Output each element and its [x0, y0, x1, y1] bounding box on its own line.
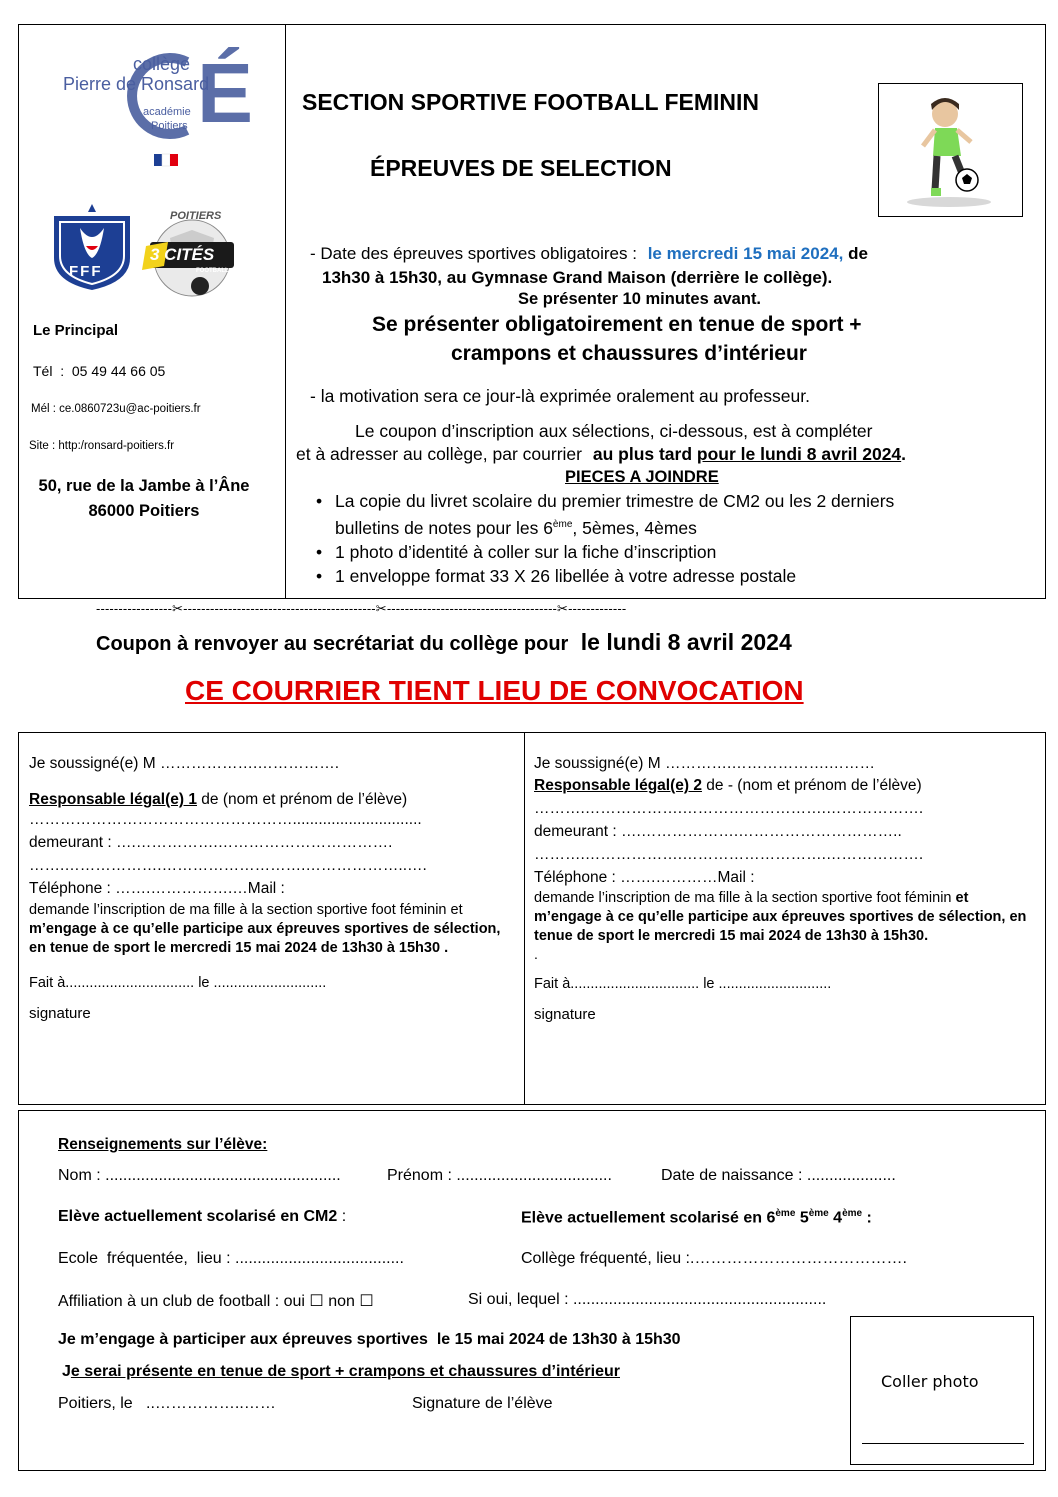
responsables-divider: [524, 732, 525, 1105]
college-name-line2: Pierre de Ronsard: [63, 74, 210, 94]
cites-top-text: POITIERS: [170, 210, 222, 222]
cites-logo: [140, 208, 240, 300]
pieces-item-1-sup: ème: [552, 519, 573, 530]
resp2-label-line: [534, 777, 1034, 795]
resp2-label-rest: de - (nom et prénom de l’élève): [701, 777, 922, 794]
resp1-demande-block: [29, 901, 513, 958]
cites-bottom-text: FOOTBALL: [196, 268, 229, 274]
coupon-instr-line2: et à adresser au collège, par courrier au plus tard pour le lundi 8 avril 2024.: [296, 444, 907, 464]
page-title: SECTION SPORTIVE FOOTBALL FEMININ: [302, 89, 760, 115]
resp2-fait: Fait à................................ le ............................: [534, 976, 832, 992]
resp1-dots2: …….……………….……………………….………………..….: [29, 857, 427, 874]
cites-mid-text: 3 CITÉS: [150, 245, 215, 264]
photo-box: [850, 1316, 1034, 1465]
resp2-engage: et m’engage à ce qu’elle participe aux épreuves sportives de sélection, en tenue de sport le mercredi 15 mai 2024 de 13h30 à 15h30.: [534, 890, 1027, 944]
eleve-college-lieu: Collège fréquenté, lieu :.………………………………….: [521, 1250, 907, 1267]
resp2-demande: demande l’inscription de ma fille à la section sportive foot féminin: [534, 890, 952, 906]
soccer-player-icon: [879, 84, 1022, 216]
resp1-demande: demande l’inscription de ma fille à la section sportive foot féminin et: [29, 902, 463, 918]
coupon-instr-line1: Le coupon d’inscription aux sélections, ci-dessous, est à compléter: [355, 421, 873, 441]
resp1-label: Responsable légal(e) 1: [29, 791, 197, 808]
resp2-label: Responsable légal(e) 2: [534, 777, 702, 794]
convocation-banner: CE COURRIER TIENT LIEU DE CONVOCATION: [185, 675, 804, 706]
address-line1: 50, rue de la Jambe à l’Âne: [38, 477, 250, 495]
player-image-frame: [878, 83, 1023, 217]
coupon-instr-c: pour le lundi 8 avril 2024: [696, 444, 902, 464]
eleve-poitiers: Poitiers, le ..……………..……: [58, 1395, 276, 1412]
eleve-si-oui: Si oui, lequel : .........................................................: [468, 1291, 827, 1308]
coupon-heading: [96, 629, 792, 656]
resp2-dot: .: [534, 946, 538, 962]
eleve-college-a: Elève actuellement scolarisé en 6: [521, 1209, 776, 1227]
tenue-line1: Se présenter obligatoirement en tenue de sport +: [372, 313, 862, 336]
eleve-cm2-colon: :: [337, 1208, 347, 1225]
arrive-line: Se présenter 10 minutes avant.: [518, 290, 762, 308]
contact-site: Site : http:/ronsard-poitiers.fr: [29, 440, 175, 452]
principal-label: Le Principal: [33, 322, 119, 339]
coupon-heading-a: Coupon à renvoyer au secrétariat du collège pour: [96, 633, 569, 655]
resp1-fait: Fait à................................ le ............................: [29, 975, 327, 991]
eleve-tenue: [62, 1363, 620, 1381]
academie-line1: académie: [143, 106, 191, 118]
eleve-cm2: [58, 1208, 346, 1226]
date-value: le mercredi 15 mai 2024,: [647, 244, 844, 263]
eleve-tenue-j: J: [62, 1363, 71, 1380]
contact-tel: Tél : 05 49 44 66 05: [33, 363, 166, 379]
resp1-label-line: [29, 791, 513, 809]
fff-text: FFF: [69, 263, 103, 280]
date-prefix: - Date des épreuves sportives obligatoires :: [310, 244, 637, 263]
eleve-college-b: 5: [795, 1209, 809, 1227]
tenue-line2: crampons et chaussures d’intérieur: [451, 342, 807, 365]
eleve-college-sup1: ème: [775, 1208, 796, 1219]
resp1-signature: signature: [29, 1005, 91, 1022]
eleve-college-d: :: [862, 1209, 872, 1227]
resp1-soussigne: Je soussigné(e) M ……………….…………….: [29, 755, 340, 772]
cut-line: -----------------✂-------------------------------------------✂--------------------------------------✂-------------: [96, 601, 627, 616]
resp2-soussigne: Je soussigné(e) M ………….……………….………: [534, 755, 876, 772]
date-suffix: de: [848, 244, 868, 263]
resp2-signature: signature: [534, 1006, 596, 1023]
contact-mel: Mél : ce.0860723u@ac-poitiers.fr: [31, 403, 201, 415]
pieces-item-1-cont-b: , 5èmes, 4èmes: [572, 517, 697, 538]
eleve-college-level: [521, 1208, 872, 1227]
eleve-cm2-label: Elève actuellement scolarisé en CM2: [58, 1208, 338, 1225]
resp1-block: [29, 755, 513, 1022]
eleve-engage: Je m’engage à participer aux épreuves sportives le 15 mai 2024 de 13h30 à 15h30: [58, 1331, 681, 1348]
resp1-telephone: Téléphone : …….…………….…Mail :: [29, 880, 285, 897]
svg-text:É: É: [197, 46, 250, 140]
pieces-item-1: • La copie du livret scolaire du premier trimestre de CM2 ou les 2 derniers bulletins de notes pour les 6ème, 5èmes, 4èmes: [316, 491, 895, 538]
photo-line: [862, 1443, 1024, 1444]
eleve-ecole: Ecole fréquentée, lieu : ......................................: [58, 1250, 404, 1267]
resp2-demande-block: [534, 889, 1034, 946]
pieces-title: PIECES A JOINDRE: [565, 468, 719, 486]
eleve-college-sup3: ème: [842, 1208, 863, 1219]
resp2-dots1: ……….……………….……………………….……………….: [534, 800, 924, 817]
eleve-prenom: Prénom : ...................................: [387, 1167, 612, 1184]
eleve-signature: Signature de l’élève: [412, 1395, 553, 1412]
resp1-demeurant: demeurant : ….…………….…………………………….: [29, 834, 393, 851]
coupon-instr-b: au plus tard: [592, 444, 693, 464]
eleve-title: Renseignements sur l’élève:: [58, 1136, 268, 1153]
resp2-demeurant: demeurant : ….……………….…………………………..: [534, 823, 902, 840]
page-subtitle: ÉPREUVES DE SELECTION: [370, 155, 672, 181]
pieces-item-2: • 1 photo d’identité à coller sur la fiche d’inscription: [316, 541, 717, 562]
coupon-instr-a: et à adresser au collège, par courrier: [296, 444, 582, 464]
address-line2: 86000 Poitiers: [88, 502, 200, 520]
college-name-line1: collège: [133, 54, 191, 74]
pieces-list: [316, 490, 1016, 588]
college-logo: [55, 22, 250, 182]
motivation-line: - la motivation sera ce jour-là exprimée oralement au professeur.: [310, 386, 810, 406]
fff-logo: [50, 202, 134, 292]
pieces-item-3: • 1 enveloppe format 33 X 26 libellée à votre adresse postale: [316, 565, 797, 586]
eleve-college-c: 4: [828, 1209, 843, 1227]
resp2-block: [534, 755, 1034, 1023]
eleve-college-sup2: ème: [808, 1208, 829, 1219]
resp1-engage: m’engage à ce qu’elle participe aux épreuves sportives de sélection, en tenue de sport le mercredi 15 mai 2024 de 13h30 à 15h30 .: [29, 921, 501, 956]
pieces-item-1-cont-a: bulletins de notes pour les 6: [335, 517, 553, 538]
college-e-logo-icon: [55, 22, 250, 182]
eleve-nom: Nom : .....................................................: [58, 1167, 341, 1184]
photo-label: Coller photo: [881, 1372, 979, 1391]
coupon-heading-b: le lundi 8 avril 2024: [580, 629, 792, 655]
resp2-dots2: ……….……………….……………………….……………….: [534, 846, 924, 863]
time-place-line: 13h30 à 15h30, au Gymnase Grand Maison (derrière le collège).: [322, 268, 833, 287]
eleve-naissance: Date de naissance : ....................: [661, 1167, 896, 1184]
date-line: [310, 244, 868, 264]
academie-line2: Poitiers: [151, 120, 188, 132]
eleve-affiliation: Affiliation à un club de football : oui ☐ non ☐: [58, 1293, 374, 1310]
resp2-telephone: Téléphone : …….…………Mail :: [534, 869, 755, 886]
resp1-label-rest: de (nom et prénom de l’élève): [196, 791, 408, 808]
resp1-dots1: ……………………………………………..............................: [29, 811, 422, 828]
eleve-tenue-rest: e serai présente en tenue de sport + crampons et chaussures d’intérieur: [70, 1363, 620, 1380]
header-divider: [285, 24, 286, 599]
